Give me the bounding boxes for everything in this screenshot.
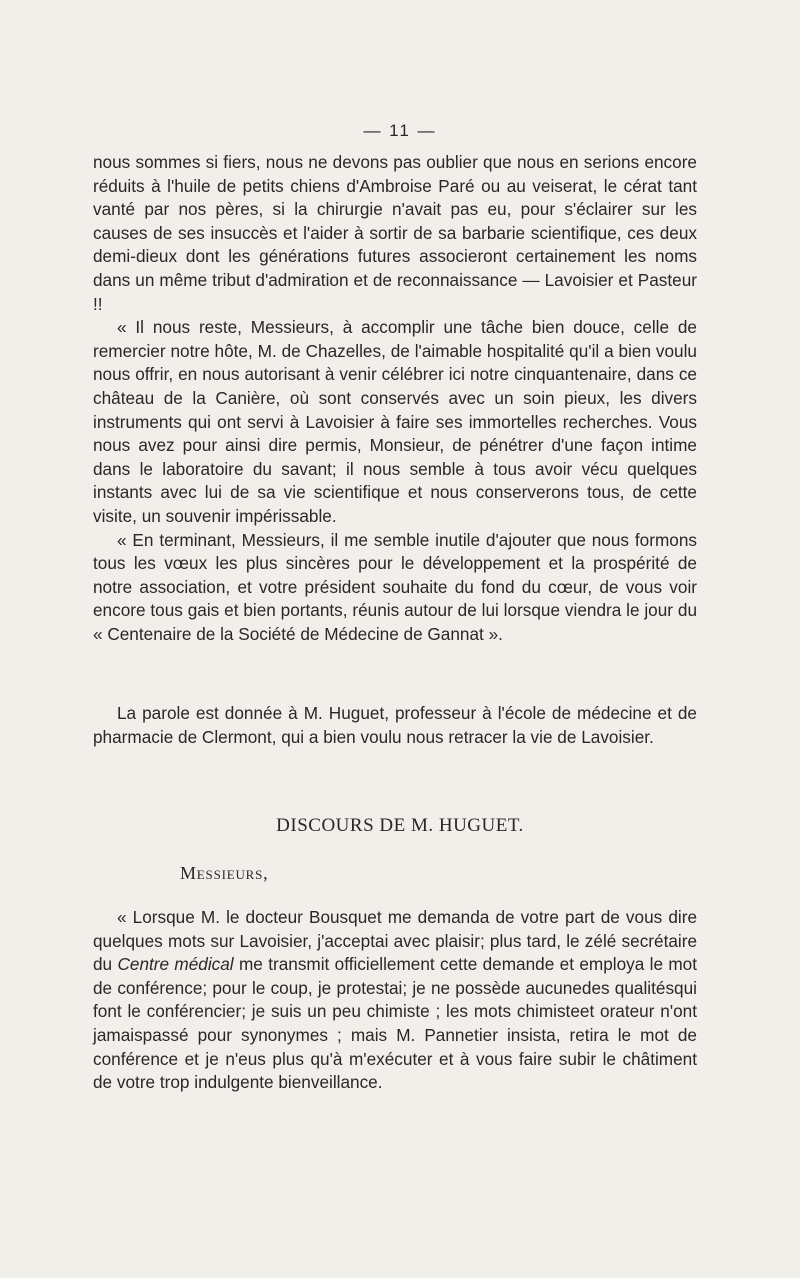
- section-heading: DISCOURS DE M. HUGUET.: [276, 815, 524, 836]
- text-block-main: [93, 151, 697, 646]
- text-block-discourse: [93, 906, 697, 1095]
- paragraph-discourse-start: « Lorsque M. le docteur Bousquet me demanda de votre part de vous dire quelques mots sur Lavoisier, j'acceptai avec plaisir; plus tard, le zélé secrétaire du: [93, 907, 697, 975]
- paragraph-discourse-end: me transmit officiellement cette demande et employa le mot de conférence; pour le coup, je protestai; je ne possède aucunedes qualitésqui font le conférencier; je suis un peu chimiste ; les mots chimisteet orateur n'ont jamaispassé pour synonymes ; mais M. Pannetier insista, retira le mot de conférence et je n'eus plus qu'à m'exécuter et à vous faire subir le châtiment de votre trop indulgente bienveillance.: [93, 954, 697, 1093]
- paragraph-thanks-host: « Il nous reste, Messieurs, à accomplir une tâche bien douce, celle de remercier notre hôte, M. de Chazelles, de l'aimable hospitalité qu'il a bien voulu nous offrir, en nous autorisant à venir célébrer ici notre cinquantenaire, dans ce château de la Canière, où sont conservés avec un soin pieux, les divers instruments qui ont servi à Lavoisier à faire ses immortelles recherches. Vous nous avez pour ainsi dire permis, Monsieur, de pénétrer d'une façon intime dans le laboratoire du savant; il nous semble à tous avoir vécu quelques instants avec lui de sa vie scientifique et nous conserverons tous, de cette visite, un souvenir impérissable.: [93, 317, 697, 526]
- paragraph-closing-wishes: « En terminant, Messieurs, il me semble inutile d'ajouter que nous formons tous les vœux les plus sincères pour le développement et la prospérité de notre association, et votre président souhaite du fond du cœur, de vous voir encore tous gais et bien portants, réunis autour de lui lorsque viendra le jour du « Centenaire de la Société de Médecine de Gannat ».: [93, 529, 697, 644]
- paragraph-lavoisier-pasteur: nous sommes si fiers, nous ne devons pas oublier que nous en serions encore réduits à l'huile de petits chiens d'Ambroise Paré ou au veiserat, le cérat tant vanté par nos pères, si la chirurgie n'avait pas eu, pour s'éclairer sur les causes de ses insuccès et l'aider à sortir de sa barbarie scientifique, ces deux demi-dieux dont les générations futures associeront certainement les noms dans un même tribut d'admiration et de reconnaissance — Lavoisier et Pasteur !!: [93, 152, 697, 314]
- salutation: Messieurs,: [180, 863, 269, 883]
- text-block-introduction: [93, 702, 697, 749]
- page-number: — 11 —: [363, 121, 437, 140]
- paragraph-discourse-opening: [93, 906, 697, 1095]
- paragraph-huguet-introduction: La parole est donnée à M. Huguet, professeur à l'école de médecine et de pharmacie de Clermont, qui a bien voulu nous retracer la vie de Lavoisier.: [93, 703, 697, 747]
- journal-title-italic: Centre médical: [117, 954, 234, 975]
